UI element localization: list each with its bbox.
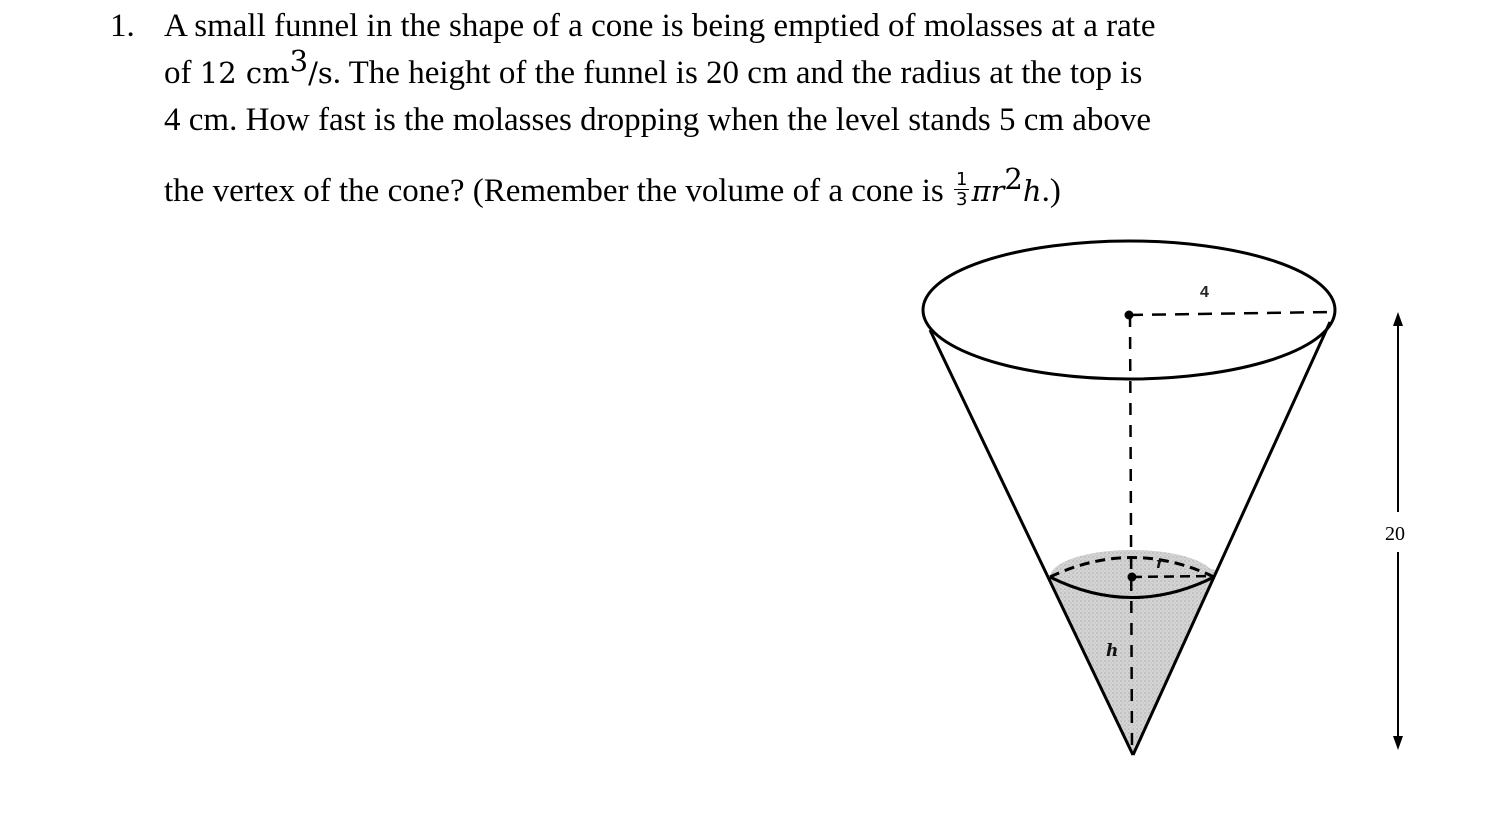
formula-pi: π (971, 174, 991, 208)
formula-r: r (990, 174, 1005, 208)
formula-exponent: 2 (1004, 162, 1023, 196)
line4-suffix: .) (1041, 173, 1061, 209)
cone-left-wall (930, 330, 1133, 755)
rate-value: 12 cm (199, 56, 290, 90)
label-h: h (1106, 641, 1119, 661)
fraction-denominator: 3 (956, 188, 968, 210)
label-top-radius: 4 (1200, 284, 1209, 301)
arrow-down-icon (1393, 736, 1403, 750)
cone-top-rim (923, 241, 1335, 379)
problem-line-3: 4 cm. How fast is the molasses dropping when the level stands 5 cm above (164, 102, 1152, 138)
label-height: 20 (1385, 523, 1405, 545)
problem-line-1: A small funnel in the shape of a cone is being emptied of molasses at a rate (164, 8, 1156, 44)
rate-unit: /s (308, 56, 333, 90)
top-radius-line (1129, 312, 1333, 315)
cone-right-wall (1133, 322, 1330, 755)
rate-exponent: 3 (289, 44, 309, 78)
formula-h: h (1022, 174, 1042, 208)
fraction-numerator: 1 (956, 168, 968, 190)
problem-number: 1. (110, 8, 135, 44)
label-r: r (1156, 554, 1164, 572)
line4-prefix: the vertex of the cone? (Remember the volume of a cone is (164, 173, 953, 209)
arrow-up-icon (1393, 312, 1403, 326)
line2-prefix: of (164, 55, 200, 91)
line2-suffix: . The height of the funnel is 20 cm and the radius at the top is (332, 55, 1143, 91)
